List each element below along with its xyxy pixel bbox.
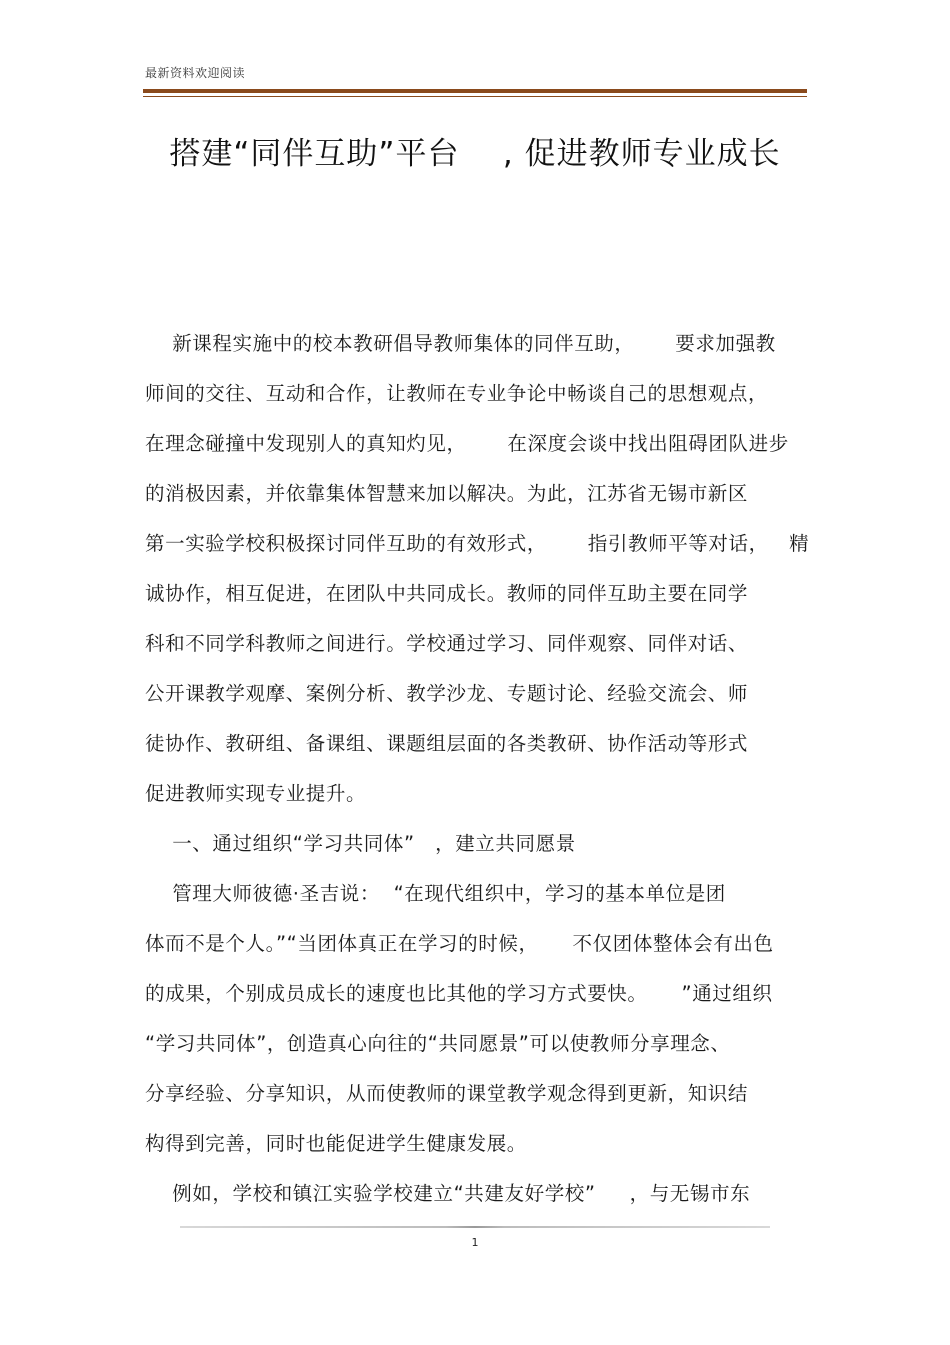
document-title: 搭建“同伴互助”平台 , 促进教师专业成长 [169,136,781,172]
body-line: 新课程实施中的校本教研倡导教师集体的同伴互助， 要求加强教 [145,332,776,355]
body-line: 的消极因素，并依靠集体智慧来加以解决。为此，江苏省无锡市新区 [145,482,749,505]
body-line: 诚协作，相互促进，在团队中共同成长。教师的同伴互助主要在同学 [145,582,749,605]
body-line: 公开课教学观摩、案例分析、教学沙龙、专题讨论、经验交流会、师 [145,682,749,705]
body-line: 的成果，个别成员成长的速度也比其他的学习方式要快。 ”通过组织 [145,982,773,1005]
body-line: 例如，学校和镇江实验学校建立“共建友好学校” ，与无锡市东 [145,1182,751,1205]
header-rule-thick [143,89,807,93]
body-line: 第一实验学校积极探讨同伴互助的有效形式， 指引教师平等对话， 精 [145,532,810,555]
body-line: 师间的交往、互动和合作，让教师在专业争论中畅谈自己的思想观点， [145,382,769,405]
body-line: 构得到完善，同时也能促进学生健康发展。 [145,1132,527,1155]
page-number: 1 [471,1236,479,1249]
body-line: 促进教师实现专业提升。 [145,782,367,805]
section-heading: 一、通过组织“学习共同体” ，建立共同愿景 [145,832,576,855]
body-line: 在理念碰撞中发现别人的真知灼见， 在深度会谈中找出阻碍团队进步 [145,432,789,455]
body-line: 徒协作、教研组、备课组、课题组层面的各类教研、协作活动等形式 [145,732,749,755]
header-rule-thin [143,96,807,97]
body-line: 管理大师彼德·圣吉说： “在现代组织中，学习的基本单位是团 [145,882,726,905]
body-line: 科和不同学科教师之间进行。学校通过学习、同伴观察、同伴对话、 [145,632,749,655]
footer-rule [180,1226,770,1228]
body-line: “学习共同体”，创造真心向往的“共同愿景”可以使教师分享理念、 [145,1032,731,1055]
body-line: 分享经验、分享知识，从而使教师的课堂教学观念得到更新，知识结 [145,1082,749,1105]
body-line: 体而不是个人。”“当团体真正在学习的时候， 不仅团体整体会有出色 [145,932,774,955]
running-header: 最新资料欢迎阅读 [145,66,246,80]
